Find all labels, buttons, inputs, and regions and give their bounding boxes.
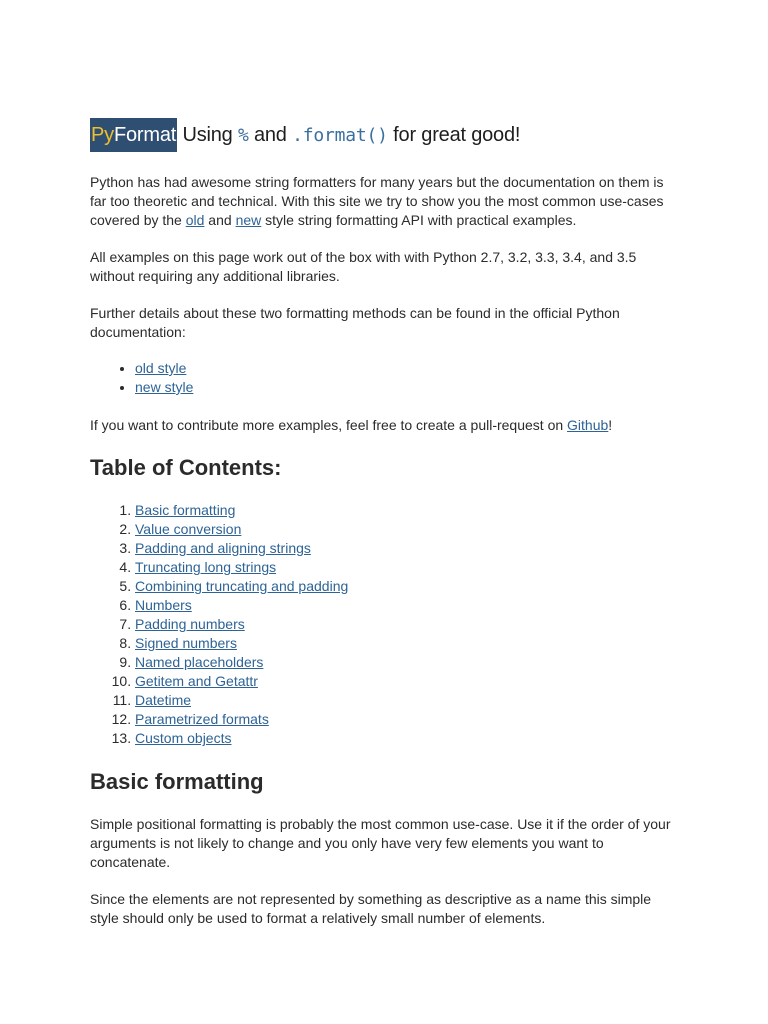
list-item (135, 501, 680, 520)
list-item (135, 520, 680, 539)
new-style-link[interactable]: new style (135, 379, 194, 395)
toc-link-datetime[interactable]: Datetime (135, 692, 192, 708)
page-title (90, 118, 680, 153)
toc-link-getitem-getattr[interactable]: Getitem and Getattr (135, 673, 258, 689)
title-format-code: .format() (292, 125, 388, 146)
list-item (135, 596, 680, 615)
list-item (135, 558, 680, 577)
title-tail: for great good! (387, 124, 521, 146)
list-item (135, 634, 680, 653)
list-item (135, 691, 680, 710)
logo-format: Format (113, 124, 177, 146)
toc-link-padding-aligning[interactable]: Padding and aligning strings (135, 540, 311, 556)
old-style-link[interactable]: old style (135, 360, 187, 376)
intro-paragraph-2: All examples on this page work out of the box with with Python 2.7, 3.2, 3.3, 3.4, and 3.5 without requiring any additional libraries. (90, 249, 637, 284)
title-percent-code: % (237, 125, 249, 146)
intro-p1-prefix: Python has had awesome string formatters for many years but the documentation on them is far too theoretic and technical. With this site we try to show you the most common use-cases covered by the (90, 174, 664, 228)
contribute-prefix: If you want to contribute more examples, feel free to create a pull-request on (90, 417, 568, 433)
basic-paragraph-2: Since the elements are not represented by something as descriptive as a name this simple style should only be used to format a relatively small number of elements. (90, 891, 652, 926)
list-item (135, 577, 680, 596)
intro-paragraph-3: Further details about these two formatting methods can be found in the official Python documentation: (90, 305, 620, 340)
toc-link-custom-objects[interactable]: Custom objects (135, 730, 232, 746)
intro-paragraph-1 (90, 173, 680, 230)
list-item (135, 378, 680, 397)
old-link[interactable]: old (185, 212, 205, 228)
pyformat-logo[interactable] (90, 118, 177, 152)
main-content (90, 118, 680, 946)
toc-link-named-placeholders[interactable]: Named placeholders (135, 654, 264, 670)
title-and: and (248, 124, 293, 146)
title-using: Using (177, 124, 238, 146)
list-item (135, 539, 680, 558)
github-link[interactable]: Github (567, 417, 609, 433)
intro-p1-suffix: style string formatting API with practical examples. (261, 212, 577, 228)
basic-formatting-heading: Basic formatting (90, 769, 264, 794)
toc-link-padding-numbers[interactable]: Padding numbers (135, 616, 245, 632)
toc-link-truncating[interactable]: Truncating long strings (135, 559, 277, 575)
toc-list (90, 501, 680, 748)
logo-py: Py (91, 124, 114, 146)
toc-link-combining[interactable]: Combining truncating and padding (135, 578, 349, 594)
toc-link-signed-numbers[interactable]: Signed numbers (135, 635, 237, 651)
contribute-suffix: ! (608, 417, 613, 433)
list-item (135, 359, 680, 378)
new-link[interactable]: new (235, 212, 262, 228)
list-item (135, 710, 680, 729)
intro-p1-middle: and (204, 212, 236, 228)
list-item (135, 729, 680, 748)
toc-heading: Table of Contents: (90, 455, 282, 480)
list-item (135, 672, 680, 691)
list-item (135, 615, 680, 634)
toc-link-value-conversion[interactable]: Value conversion (135, 521, 242, 537)
basic-paragraph-1: Simple positional formatting is probably the most common use-case. Use it if the order of your arguments is not likely to change and you only have very few elements you want to concatenate. (90, 816, 671, 870)
toc-link-basic-formatting[interactable]: Basic formatting (135, 502, 236, 518)
contribute-paragraph (90, 416, 680, 435)
docs-link-list (90, 359, 680, 397)
toc-link-parametrized[interactable]: Parametrized formats (135, 711, 269, 727)
list-item (135, 653, 680, 672)
toc-link-numbers[interactable]: Numbers (135, 597, 192, 613)
